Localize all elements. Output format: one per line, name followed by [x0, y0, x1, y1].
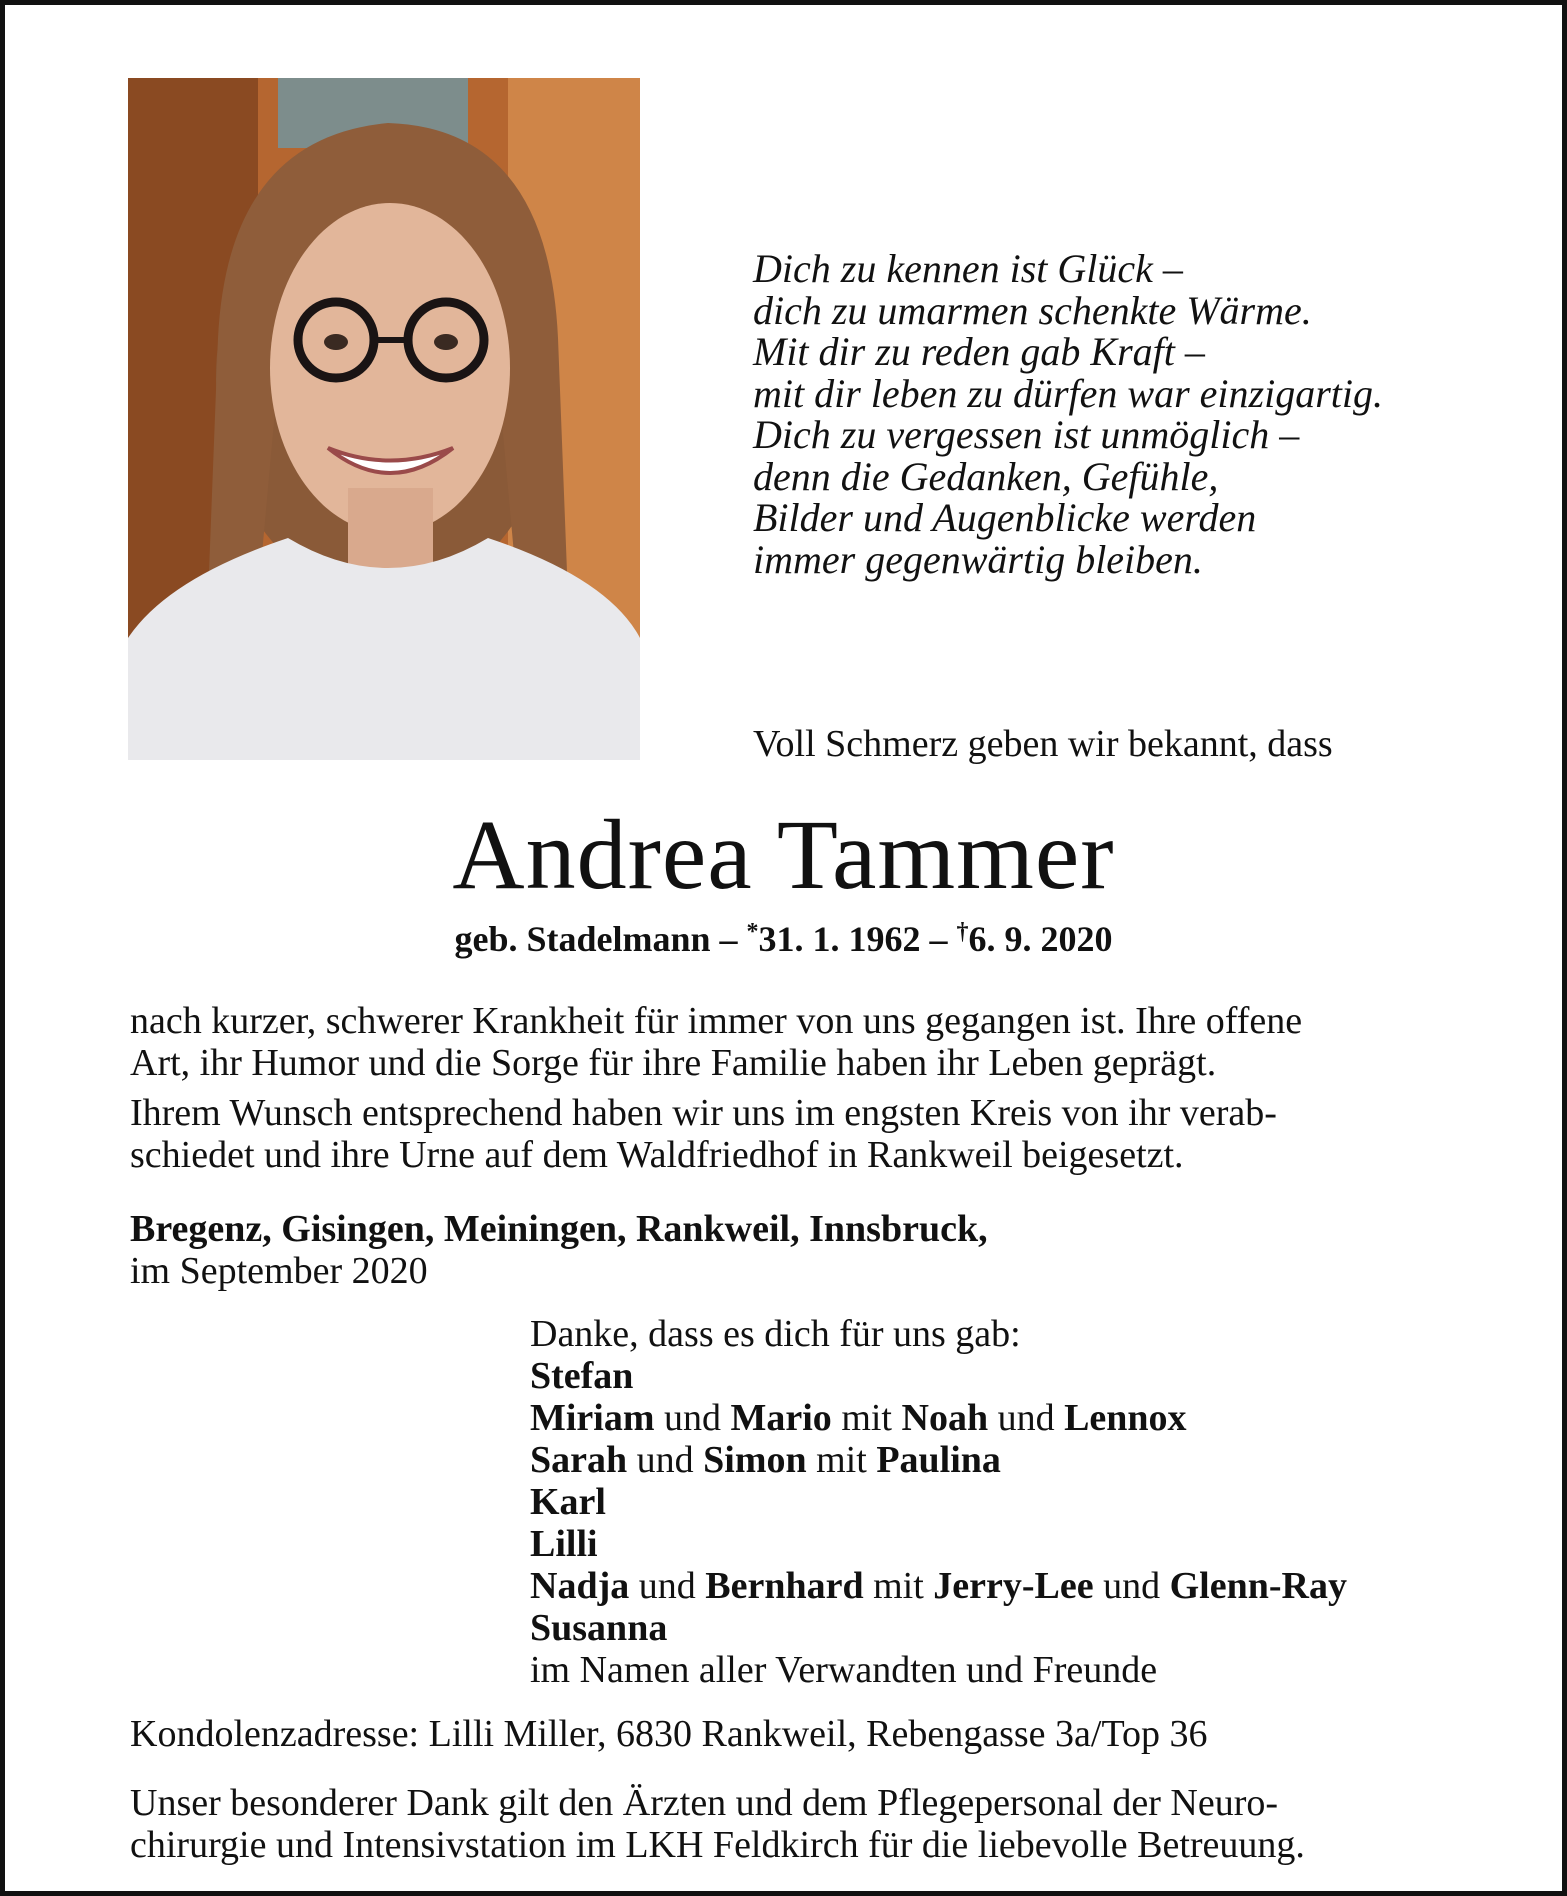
family-connector: mit: [831, 1397, 902, 1439]
poem-line: denn die Gedanken, Gefühle,: [753, 453, 1219, 499]
family-member-name: Glenn-Ray: [1169, 1565, 1347, 1607]
poem-line: immer gegenwärtig bleiben.: [753, 536, 1203, 582]
family-member-name: Paulina: [876, 1439, 1001, 1481]
death-symbol: †: [956, 919, 969, 945]
paragraph-farewell: [130, 1092, 1440, 1176]
family-names: [530, 1522, 598, 1566]
family-names: [530, 1354, 633, 1398]
death-date: 6. 9. 2020: [968, 919, 1113, 959]
thanks-paragraph: [130, 1782, 1440, 1866]
birth-date: 31. 1. 1962 –: [758, 919, 948, 959]
family-member-name: Jerry-Lee: [933, 1565, 1094, 1607]
poem-line: Mit dir zu reden gab Kraft –: [753, 329, 1205, 374]
paragraph-line: nach kurzer, schwerer Krankheit für immer von uns gegangen ist. Ihre offene: [130, 1000, 1303, 1042]
poem-line: Bilder und Augenblicke werden: [753, 495, 1257, 540]
deceased-name: Andrea Tammer: [452, 799, 1115, 910]
family-connector: und: [627, 1439, 704, 1481]
family-member-name: Stefan: [530, 1355, 634, 1397]
family-names: [530, 1396, 1187, 1440]
family-connector: und: [629, 1565, 706, 1607]
poem-line: dich zu umarmen schenkte Wärme.: [753, 287, 1312, 333]
family-member-name: Susanna: [530, 1607, 668, 1649]
family-intro: Danke, dass es dich für uns gab:: [530, 1313, 1021, 1355]
poem-line: Dich zu kennen ist Glück –: [753, 246, 1183, 291]
family-member-name: Lennox: [1064, 1397, 1187, 1439]
family-member-name: Karl: [530, 1481, 606, 1523]
places-date: im September 2020: [130, 1250, 428, 1292]
family-names: [530, 1648, 1157, 1692]
family-names: [530, 1480, 606, 1524]
places-block: [130, 1208, 988, 1292]
condolence-address: Kondolenzadresse: Lilli Miller, 6830 Rankweil, Rebengasse 3a/Top 36: [130, 1713, 1208, 1755]
family-names: [530, 1606, 667, 1650]
paragraph-line: Ihrem Wunsch entsprechend haben wir uns im engsten Kreis von ihr verab-: [130, 1092, 1277, 1134]
family-member-name: Miriam: [530, 1397, 655, 1439]
maiden-name: geb. Stadelmann –: [454, 919, 738, 959]
family-connector: mit: [806, 1439, 877, 1481]
family-member-name: Mario: [730, 1397, 832, 1439]
family-member-name: Bernhard: [705, 1565, 864, 1607]
thanks-line: Unser besonderer Dank gilt den Ärzten und dem Pflegepersonal der Neuro-: [130, 1782, 1279, 1824]
life-dates: [0, 918, 1567, 960]
family-member-name: Noah: [901, 1397, 989, 1439]
family-connector: und: [654, 1397, 731, 1439]
family-connector: mit: [863, 1565, 934, 1607]
places-cities: Bregenz, Gisingen, Meiningen, Rankweil, Innsbruck,: [130, 1208, 988, 1250]
family-member-name: Lilli: [530, 1523, 598, 1565]
poem-line: Dich zu vergessen ist unmöglich –: [753, 412, 1300, 457]
poem-line: mit dir leben zu dürfen war einzigartig.: [753, 370, 1383, 416]
birth-symbol: *: [746, 919, 759, 945]
announcement-text: Voll Schmerz geben wir bekannt, dass: [753, 723, 1333, 765]
family-member-name: Nadja: [530, 1565, 630, 1607]
family-connector: im Namen aller Verwandten und Freunde: [530, 1649, 1158, 1691]
portrait-photo: [128, 78, 640, 760]
family-connector: und: [988, 1397, 1065, 1439]
paragraph-line: schiedet und ihre Urne auf dem Waldfriedhof in Rankweil beigesetzt.: [130, 1134, 1184, 1176]
family-member-name: Sarah: [530, 1439, 628, 1481]
family-connector: und: [1093, 1565, 1170, 1607]
family-names: [530, 1438, 1001, 1482]
paragraph-illness: [130, 1000, 1440, 1084]
poem: [753, 248, 1383, 580]
paragraph-line: Art, ihr Humor und die Sorge für ihre Familie haben ihr Leben geprägt.: [130, 1042, 1217, 1084]
family-member-name: Simon: [703, 1439, 807, 1481]
family-names: [530, 1564, 1347, 1608]
thanks-line: chirurgie und Intensivstation im LKH Feldkirch für die liebevolle Betreuung.: [130, 1824, 1305, 1866]
